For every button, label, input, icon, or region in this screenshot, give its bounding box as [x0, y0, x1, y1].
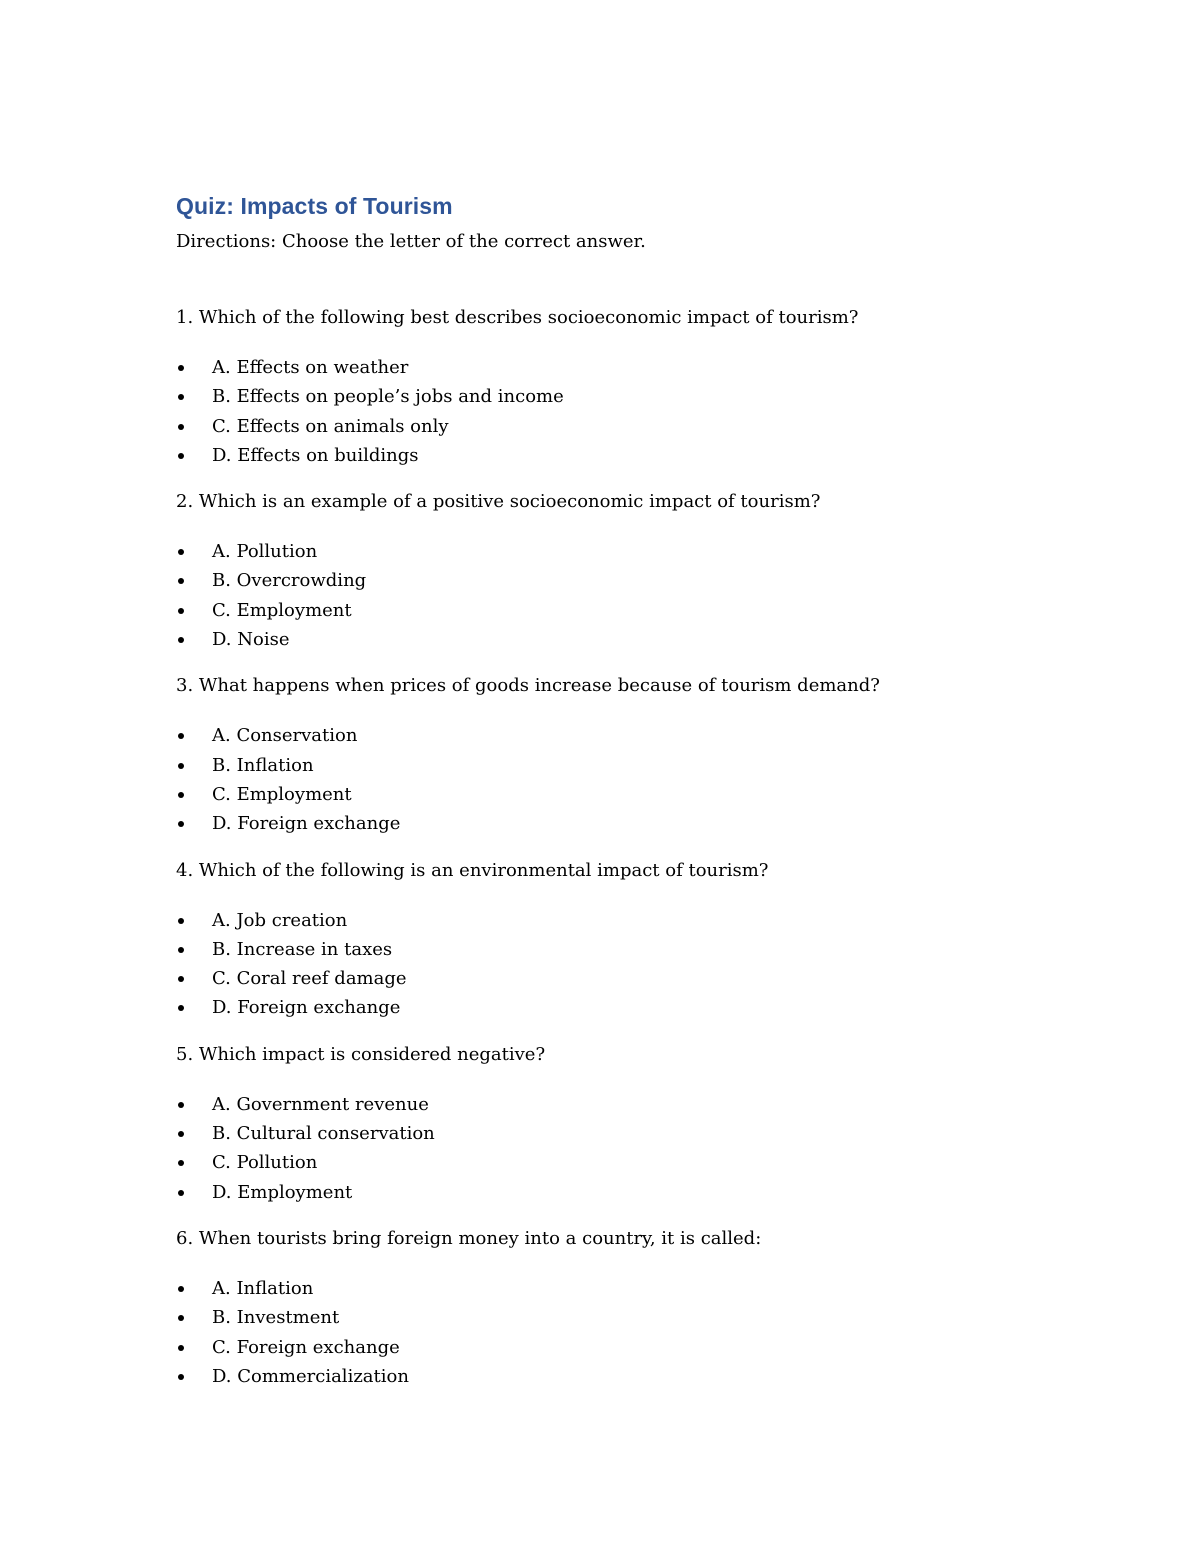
answer-option: [176, 1148, 1076, 1177]
answer-option: [176, 1333, 1076, 1362]
question-2: [176, 488, 1076, 654]
bullet-icon: [178, 1160, 184, 1166]
answer-option: [176, 596, 1076, 625]
answer-option-label: D. Noise: [212, 629, 290, 651]
answer-options: [176, 1274, 1076, 1391]
answer-option-label: C. Employment: [212, 599, 352, 621]
quiz-title: Quiz: Impacts of Tourism: [176, 193, 453, 219]
bullet-icon: [178, 453, 184, 459]
answer-option: [176, 625, 1076, 654]
bullet-icon: [178, 792, 184, 798]
answer-option: [176, 1274, 1076, 1303]
bullet-icon: [178, 1131, 184, 1137]
bullet-icon: [178, 918, 184, 924]
directions-text: Directions: Choose the letter of the correct answer.: [176, 231, 646, 252]
answer-option-label: B. Overcrowding: [212, 570, 367, 592]
answer-option-label: A. Pollution: [212, 541, 318, 563]
answer-option: [176, 353, 1076, 382]
bullet-icon: [178, 1374, 184, 1380]
question-text: 5. Which impact is considered negative?: [176, 1043, 546, 1065]
question-1: [176, 304, 1076, 470]
question-text: 1. Which of the following best describes socioeconomic impact of tourism?: [176, 307, 859, 328]
bullet-icon: [178, 365, 184, 371]
answer-option: [176, 1090, 1076, 1119]
answer-option-label: B. Increase in taxes: [212, 938, 393, 960]
answer-option: [176, 751, 1076, 780]
question-text: 6. When tourists bring foreign money into a country, it is called:: [176, 1227, 762, 1249]
answer-option-label: D. Foreign exchange: [212, 813, 401, 835]
answer-option: [176, 441, 1076, 470]
answer-option-label: C. Coral reef damage: [212, 968, 407, 990]
bullet-icon: [178, 394, 184, 400]
bullet-icon: [178, 976, 184, 982]
answer-option-label: D. Foreign exchange: [212, 997, 401, 1019]
answer-option-label: A. Conservation: [212, 725, 358, 747]
answer-option-label: C. Employment: [212, 783, 352, 805]
bullet-icon: [178, 947, 184, 953]
answer-options: [176, 537, 1076, 654]
bullet-icon: [178, 1190, 184, 1196]
answer-option-label: C. Foreign exchange: [212, 1336, 400, 1358]
document-page: [176, 190, 1076, 1409]
answer-option: [176, 993, 1076, 1022]
answer-option: [176, 964, 1076, 993]
answer-option: [176, 906, 1076, 935]
answer-option-label: D. Commercialization: [212, 1365, 409, 1387]
answer-option: [176, 1178, 1076, 1207]
question-5: [176, 1041, 1076, 1207]
answer-option: [176, 412, 1076, 441]
answer-option: [176, 1303, 1076, 1332]
answer-option: [176, 809, 1076, 838]
answer-option: [176, 721, 1076, 750]
answer-option-label: A. Inflation: [212, 1277, 314, 1299]
question-list: [176, 304, 1076, 1391]
question-4: [176, 857, 1076, 1023]
bullet-icon: [178, 733, 184, 739]
bullet-icon: [178, 1315, 184, 1321]
bullet-icon: [178, 1286, 184, 1292]
answer-option: [176, 1119, 1076, 1148]
question-3: [176, 672, 1076, 838]
question-text: 4. Which of the following is an environmental impact of tourism?: [176, 859, 769, 881]
bullet-icon: [178, 763, 184, 769]
bullet-icon: [178, 1005, 184, 1011]
answer-options: [176, 721, 1076, 838]
bullet-icon: [178, 637, 184, 643]
question-text: 3. What happens when prices of goods increase because of tourism demand?: [176, 675, 880, 697]
answer-option-label: D. Employment: [212, 1181, 353, 1203]
answer-option-label: B. Cultural conservation: [212, 1123, 435, 1145]
answer-option-label: A. Government revenue: [212, 1093, 429, 1115]
answer-option-label: C. Effects on animals only: [212, 415, 449, 437]
answer-option-label: A. Effects on weather: [212, 357, 409, 378]
answer-option-label: A. Job creation: [212, 909, 348, 931]
bullet-icon: [178, 424, 184, 430]
question-6: [176, 1225, 1076, 1391]
answer-option-label: C. Pollution: [212, 1152, 318, 1174]
bullet-icon: [178, 821, 184, 827]
bullet-icon: [178, 1345, 184, 1351]
answer-option: [176, 780, 1076, 809]
answer-options: [176, 906, 1076, 1023]
answer-option-label: B. Investment: [212, 1307, 340, 1329]
answer-option: [176, 566, 1076, 595]
answer-option-label: B. Inflation: [212, 754, 314, 776]
bullet-icon: [178, 608, 184, 614]
bullet-icon: [178, 1102, 184, 1108]
bullet-icon: [178, 578, 184, 584]
answer-options: [176, 353, 1076, 470]
answer-option: [176, 1362, 1076, 1391]
answer-option-label: D. Effects on buildings: [212, 444, 419, 466]
answer-options: [176, 1090, 1076, 1207]
answer-option: [176, 537, 1076, 566]
bullet-icon: [178, 549, 184, 555]
answer-option: [176, 935, 1076, 964]
question-text: 2. Which is an example of a positive socioeconomic impact of tourism?: [176, 491, 821, 513]
answer-option-label: B. Effects on people’s jobs and income: [212, 386, 564, 408]
answer-option: [176, 382, 1076, 411]
